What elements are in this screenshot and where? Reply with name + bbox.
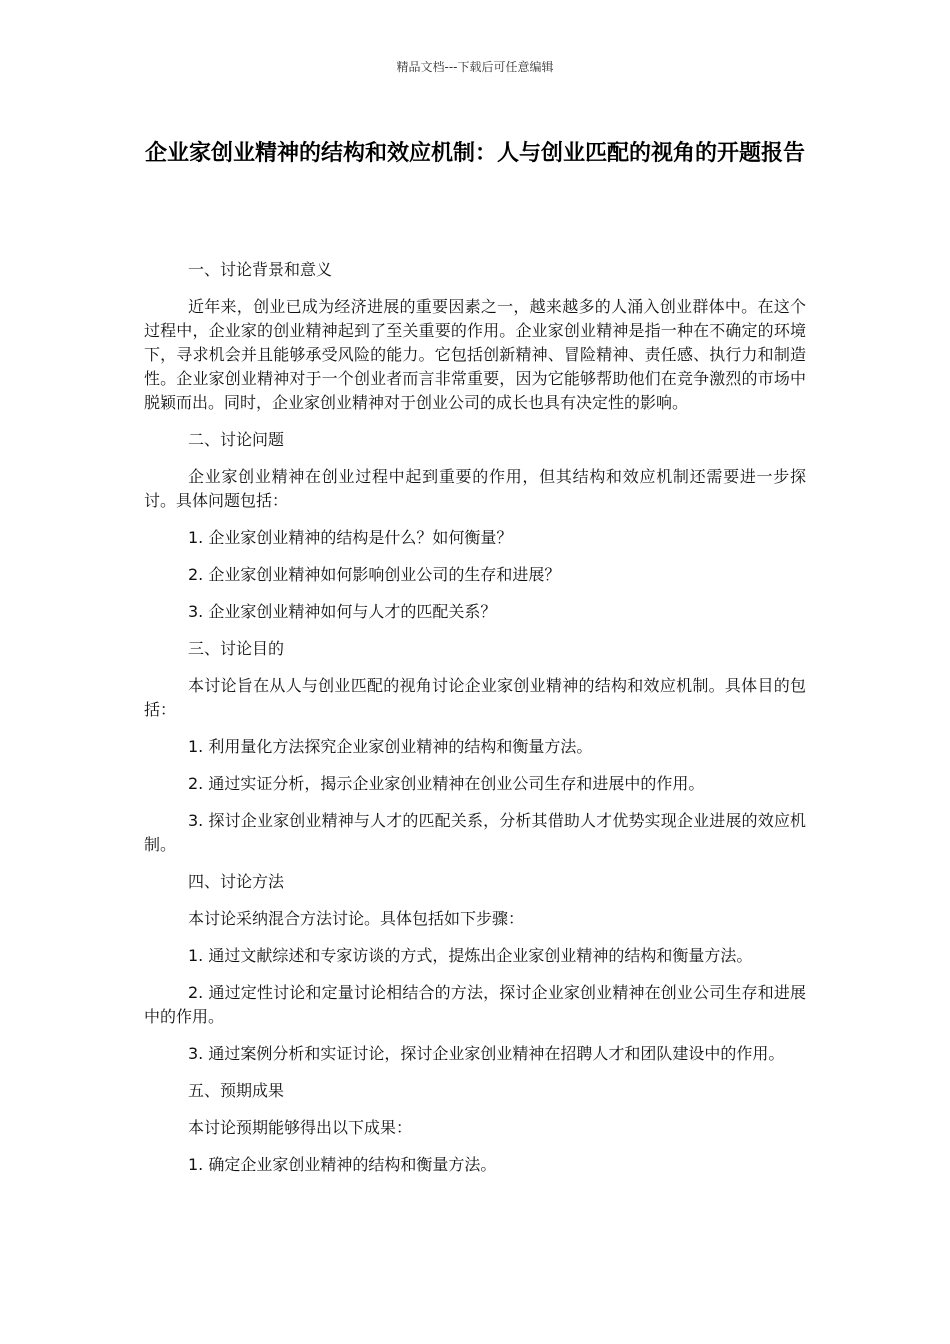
document-title: 企业家创业精神的结构和效应机制：人与创业匹配的视角的开题报告 xyxy=(144,141,805,166)
list-item-purpose-3: 3. 探讨企业家创业精神与人才的匹配关系，分析其借助人才优势实现企业进展的效应机制。 xyxy=(144,811,806,854)
list-item-question-2: 2. 企业家创业精神如何影响创业公司的生存和进展？ xyxy=(188,565,561,584)
list-item-method-3: 3. 通过案例分析和实证讨论，探讨企业家创业精神在招聘人才和团队建设中的作用。 xyxy=(188,1044,785,1063)
paragraph-questions-intro: 企业家创业精神在创业过程中起到重要的作用，但其结构和效应机制还需要进一步探讨。具体问题包括： xyxy=(144,467,806,510)
list-item-question-1: 1. 企业家创业精神的结构是什么？如何衡量？ xyxy=(188,528,513,547)
list-item-method-1: 1. 通过文献综述和专家访谈的方式，提炼出企业家创业精神的结构和衡量方法。 xyxy=(188,946,753,965)
document-body xyxy=(144,258,806,1190)
section-heading-outcomes: 五、预期成果 xyxy=(188,1081,285,1100)
paragraph-outcomes-intro: 本讨论预期能够得出以下成果： xyxy=(188,1118,413,1137)
section-heading-method: 四、讨论方法 xyxy=(188,872,285,891)
section-heading-purpose: 三、讨论目的 xyxy=(188,639,285,658)
list-item-method-2: 2. 通过定性讨论和定量讨论相结合的方法，探讨企业家创业精神在创业公司生存和进展中的作用。 xyxy=(144,983,806,1026)
list-item-purpose-1: 1. 利用量化方法探究企业家创业精神的结构和衡量方法。 xyxy=(188,737,593,756)
list-item-question-3: 3. 企业家创业精神如何与人才的匹配关系？ xyxy=(188,602,497,621)
paragraph-purpose-intro: 本讨论旨在从人与创业匹配的视角讨论企业家创业精神的结构和效应机制。具体目的包括： xyxy=(144,676,806,719)
section-heading-questions: 二、讨论问题 xyxy=(188,430,285,449)
list-item-purpose-2: 2. 通过实证分析，揭示企业家创业精神在创业公司生存和进展中的作用。 xyxy=(188,774,705,793)
section-heading-background: 一、讨论背景和意义 xyxy=(188,260,333,279)
list-item-outcome-1: 1. 确定企业家创业精神的结构和衡量方法。 xyxy=(188,1155,497,1174)
header-note: 精品文档---下载后可任意编辑 xyxy=(396,60,554,74)
paragraph-method-intro: 本讨论采纳混合方法讨论。具体包括如下步骤： xyxy=(188,909,525,928)
paragraph-background: 近年来，创业已成为经济进展的重要因素之一，越来越多的人涌入创业群体中。在这个过程中，企业家的创业精神起到了至关重要的作用。企业家创业精神是指一种在不确定的环境下，寻求机会并且能够承受风险的能力。它包括创新精神、冒险精神、责任感、执行力和制造性。企业家创业精神对于一个创业者而言非常重要，因为它能够帮助他们在竞争激烈的市场中脱颖而出。同时，企业家创业精神对于创业公司的成长也具有决定性的影响。 xyxy=(144,297,806,412)
